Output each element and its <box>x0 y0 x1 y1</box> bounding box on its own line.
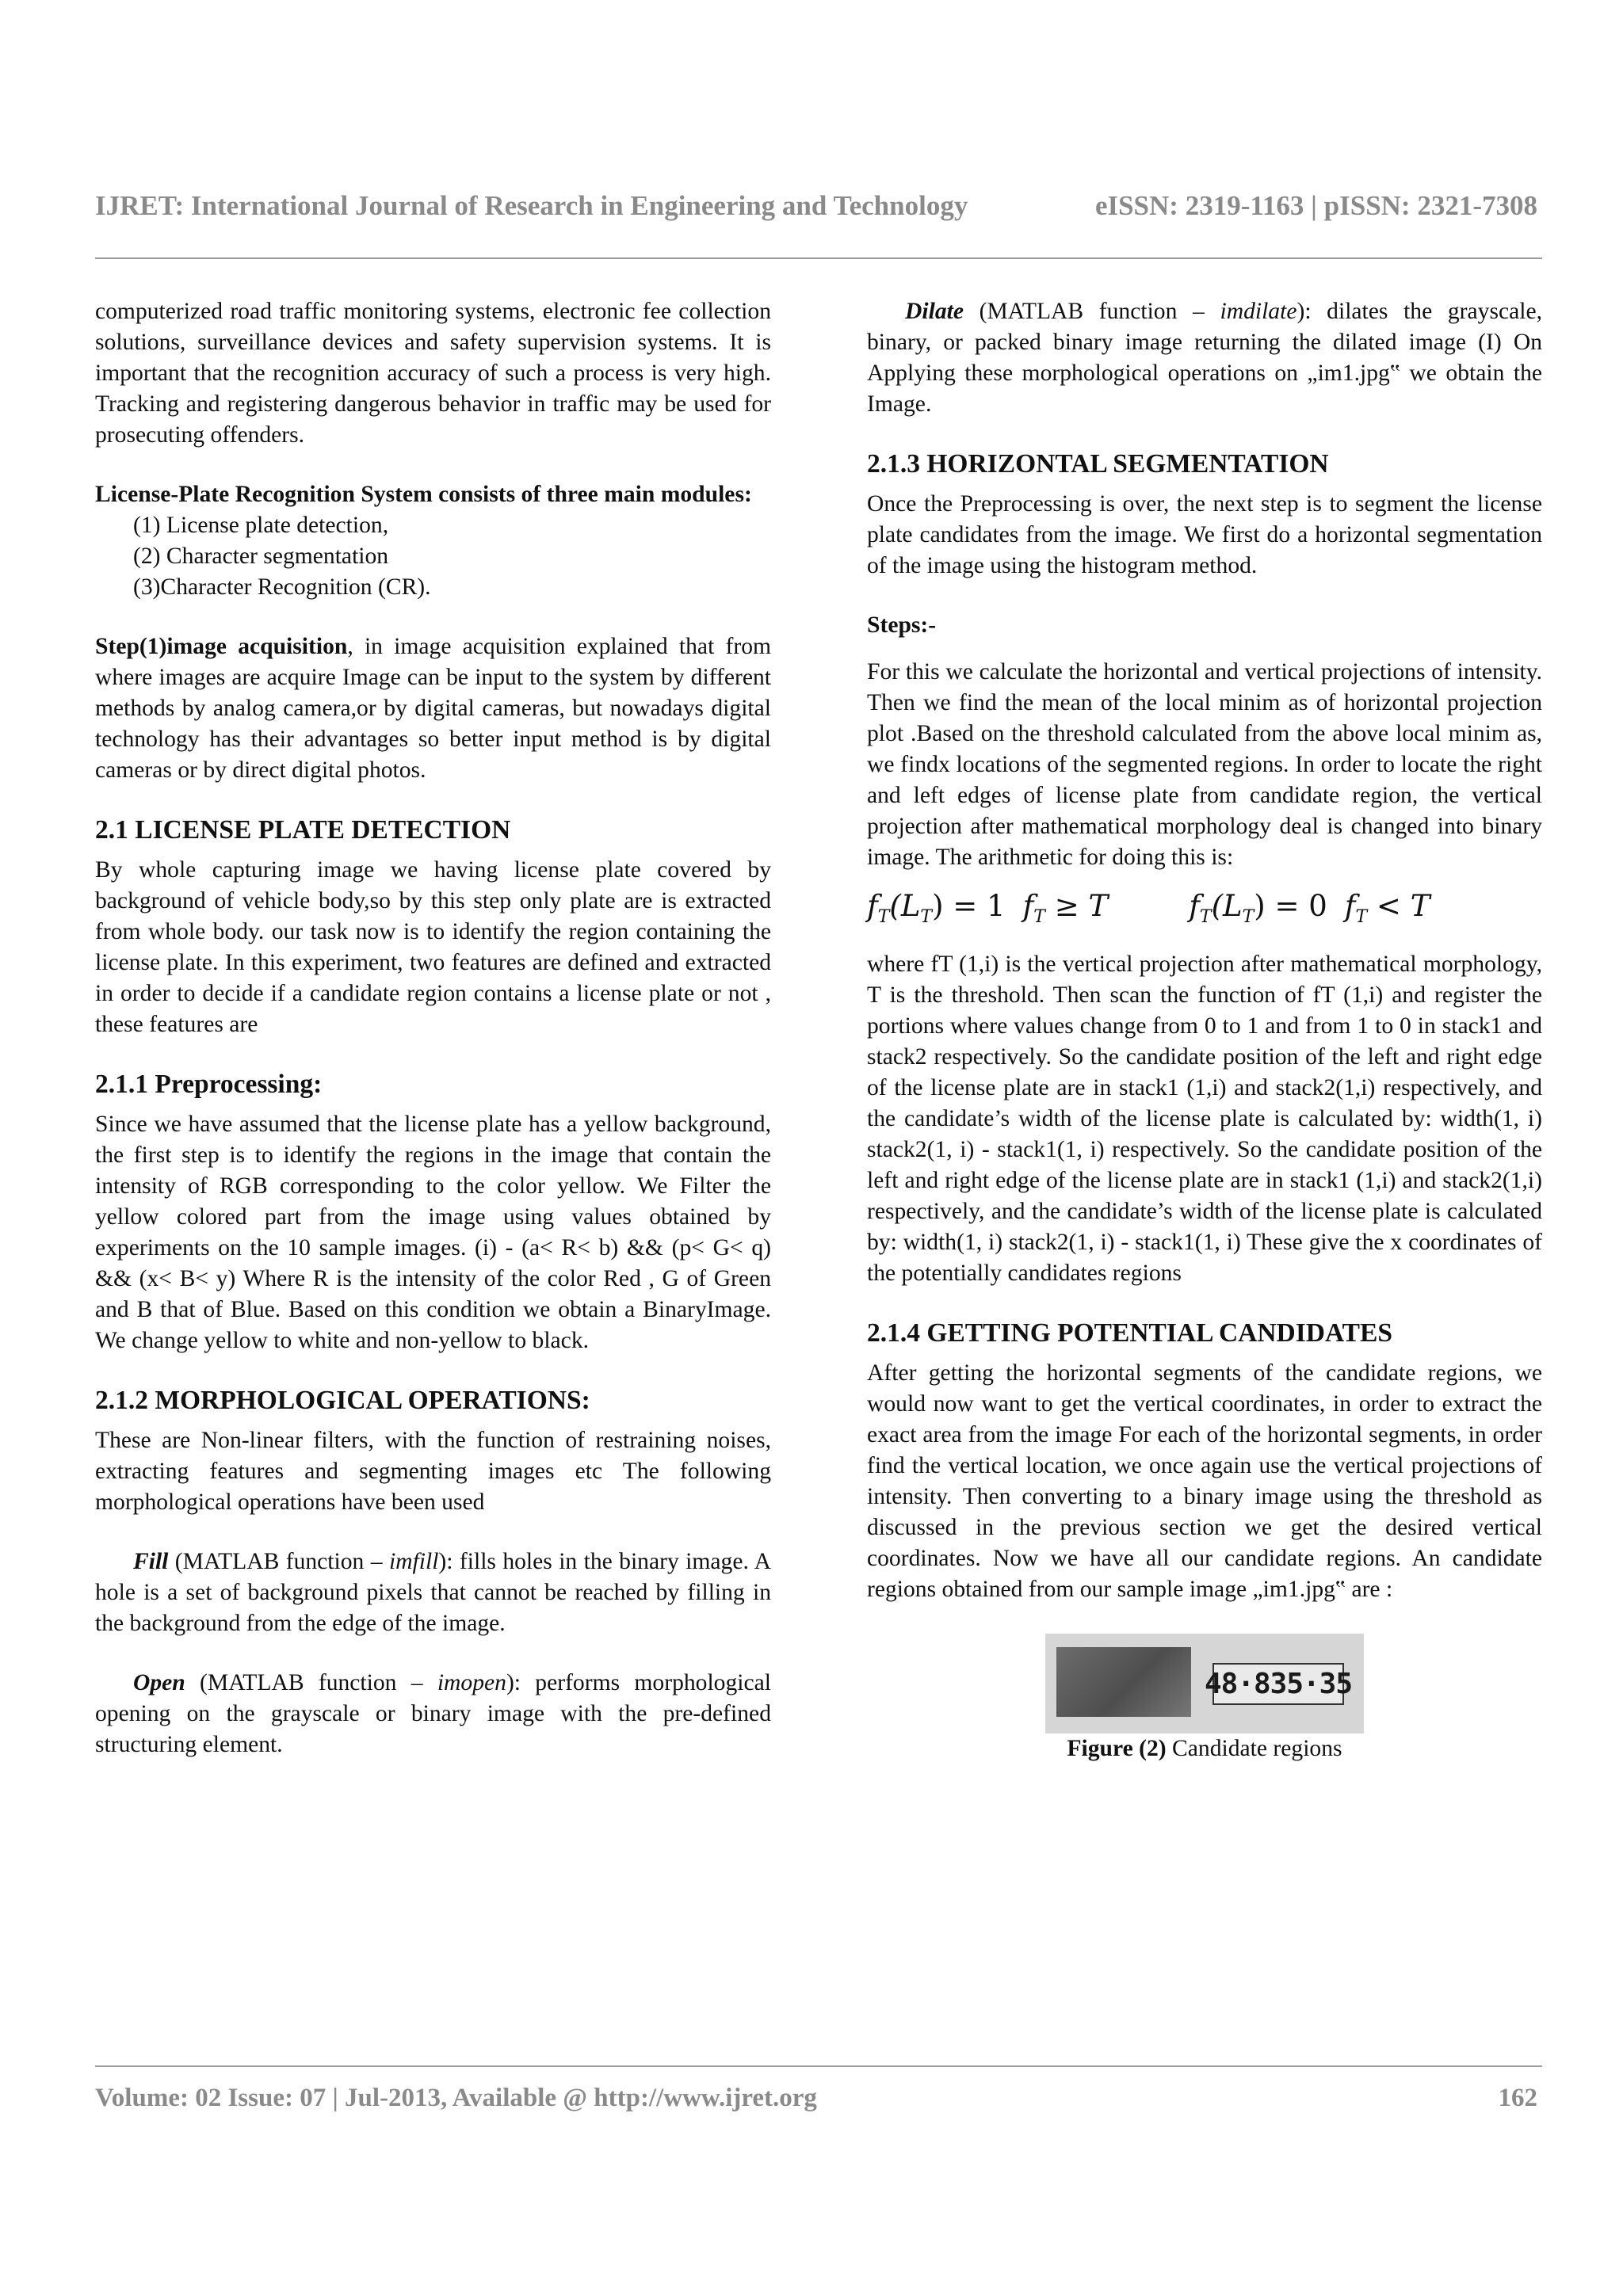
section-2-1-1-paragraph: Since we have assumed that the license plate has a yellow background, the first step is to identify the regions in the image that contain the intensity of RGB corresponding to the color yellow. We Filter the yellow colored part from the image using values obtained by experiments on the 10 sample images. (i) - (a< R< b) && (p< G< q) && (x< B< y) Where R is the intensity of the color Red , G of Green and B that of Blue. Based on this condition we obtain a BinaryImage. We change yellow to white and non-yellow to black. <box>95 1112 771 1353</box>
list-item: (3)Character Recognition (CR). <box>133 574 431 600</box>
dilate-term: Dilate <box>905 299 964 324</box>
step1-label: Step(1)image acquisition <box>95 634 348 659</box>
section-2-1-paragraph: By whole capturing image we having license plate covered by background of vehicle body,so by this step only plate are is extracted from whole body. our task now is to identify the region containing the license plate. In this experiment, two features are defined and extracted in order to decide if a candidate region contains a license plate or not , these features are <box>95 857 771 1037</box>
section-2-1-heading: 2.1 LICENSE PLATE DETECTION <box>95 815 511 845</box>
section-2-1-2-heading: 2.1.2 MORPHOLOGICAL OPERATIONS: <box>95 1386 590 1415</box>
equation-condition-2: $f_T < T$ <box>1344 888 1430 927</box>
fill-term: Fill <box>133 1549 169 1574</box>
section-2-1-4-heading: 2.1.4 GETTING POTENTIAL CANDIDATES <box>867 1318 1392 1348</box>
left-column <box>95 296 771 1760</box>
volume-info: Volume: 02 Issue: 07 | Jul-2013, Available @ http://www.ijret.org <box>95 2084 817 2112</box>
candidate-region-dark <box>1056 1647 1191 1717</box>
header-rule <box>95 257 1542 259</box>
journal-title: IJRET: International Journal of Research in Engineering and Technology <box>95 190 968 221</box>
modules-heading: License-Plate Recognition System consists of three main modules: <box>95 482 752 507</box>
modules-list <box>133 510 771 603</box>
section-2-1-3-paragraph: Once the Preprocessing is over, the next step is to segment the license plate candidates from the image. We first do a horizontal segmentation of the image using the histogram method. <box>867 491 1542 578</box>
candidate-regions-figure <box>1045 1634 1364 1733</box>
intro-paragraph: computerized road traffic monitoring systems, electronic fee collection solutions, surveillance devices and safety supervision systems. It is important that the recognition accuracy of such a process is very high. Tracking and registering dangerous behavior in traffic may be used for prosecuting offenders. <box>95 299 771 448</box>
right-column <box>867 296 1542 1764</box>
steps-paragraph: For this we calculate the horizontal and vertical projections of intensity. Then we find the mean of the local minim as of horizontal projection plot .Based on the threshold calculated from the above local minim as, we findx locations of the segmented regions. In order to locate the right and left edges of license plate from candidate region, the vertical projection after mathematical morphology deal is changed into binary image. The arithmetic for doing this is: <box>867 659 1542 870</box>
section-2-1-2-paragraph: These are Non-linear filters, with the function of restraining noises, extracting features and segmenting images etc The following morphological operations have been used <box>95 1428 771 1515</box>
equation-condition-1: $f_T \ge T$ <box>1022 888 1109 927</box>
section-2-1-1-heading: 2.1.1 Preprocessing: <box>95 1070 323 1099</box>
open-term: Open <box>133 1670 185 1695</box>
figure-caption: Figure (2) Candidate regions <box>1067 1736 1342 1761</box>
steps-label: Steps:- <box>867 612 937 638</box>
dilate-function: imdilate <box>1220 299 1297 324</box>
threshold-equation <box>867 873 1542 949</box>
where-paragraph: where fT (1,i) is the vertical projection after mathematical morphology, T is the threshold. Then scan the function of fT (1,i) and register the portions where values change from 0 to 1 and from 1 to 0 in stack1 and stack2 respectively. So the candidate position of the left and right edge of the license plate are in stack1 (1,i) and stack2(1,i) respectively, and the candidate’s width of the license plate is calculated by: width(1, i) stack2(1, i) - stack1(1, i) respectively. So the candidate position of the left and right edge of the license plate are in stack1 (1,i) and stack2(1,i) respectively, and the candidate’s width of the license plate is calculated by: width(1, i) stack2(1, i) - stack1(1, i) These give the x coordinates of the potentially candidates regions <box>867 952 1542 1286</box>
list-item: (1) License plate detection, <box>133 513 389 538</box>
step1-paragraph <box>95 631 771 786</box>
equation-part-1: $f_T(L_T) = 1$ <box>867 888 1006 927</box>
page-number: 162 <box>1498 2084 1537 2112</box>
step1-text: , in image acquisition explained that from where images are acquire Image can be input to the system by different methods by analog camera,or by digital cameras, but nowadays digital technology has their advantages so better input method is by digital cameras or by direct digital photos. <box>95 634 772 783</box>
equation-part-2: $f_T(L_T) = 0$ <box>1189 888 1327 927</box>
open-paragraph: Open (MATLAB function – imopen): performs morphological opening on the grayscale or binary image with the pre-defined structuring element. <box>95 1670 771 1757</box>
open-function: imopen <box>437 1670 506 1695</box>
footer-rule <box>95 2065 1542 2067</box>
issn-numbers: eISSN: 2319-1163 | pISSN: 2321-7308 <box>1094 190 1537 221</box>
fill-function: imfill <box>388 1549 439 1574</box>
list-item: (2) Character segmentation <box>133 543 389 569</box>
license-plate-crop: 48·835·35 <box>1212 1663 1344 1705</box>
section-2-1-4-paragraph: After getting the horizontal segments of the candidate regions, we would now want to get the vertical coordinates, in order to extract the exact area from the image For each of the horizontal segments, in order find the vertical location, we once again use the vertical projections of intensity. Then converting to a binary image using the threshold as discussed in the previous section we get the desired vertical coordinates. Now we have all our candidate regions. An candidate regions obtained from our sample image „im1.jpg‟ are : <box>867 1360 1542 1602</box>
fill-paragraph: Fill (MATLAB function – imfill): fills holes in the binary image. A hole is a set of background pixels that cannot be reached by filling in the background from the edge of the image. <box>95 1549 771 1636</box>
figure-label: Figure (2) <box>1067 1736 1167 1761</box>
section-2-1-3-heading: 2.1.3 HORIZONTAL SEGMENTATION <box>867 449 1329 479</box>
dilate-paragraph: Dilate (MATLAB function – imdilate): dilates the grayscale, binary, or packed binary image returning the dilated image (I) On Applying these morphological operations on „im1.jpg‟ we obtain the Image. <box>867 299 1542 417</box>
